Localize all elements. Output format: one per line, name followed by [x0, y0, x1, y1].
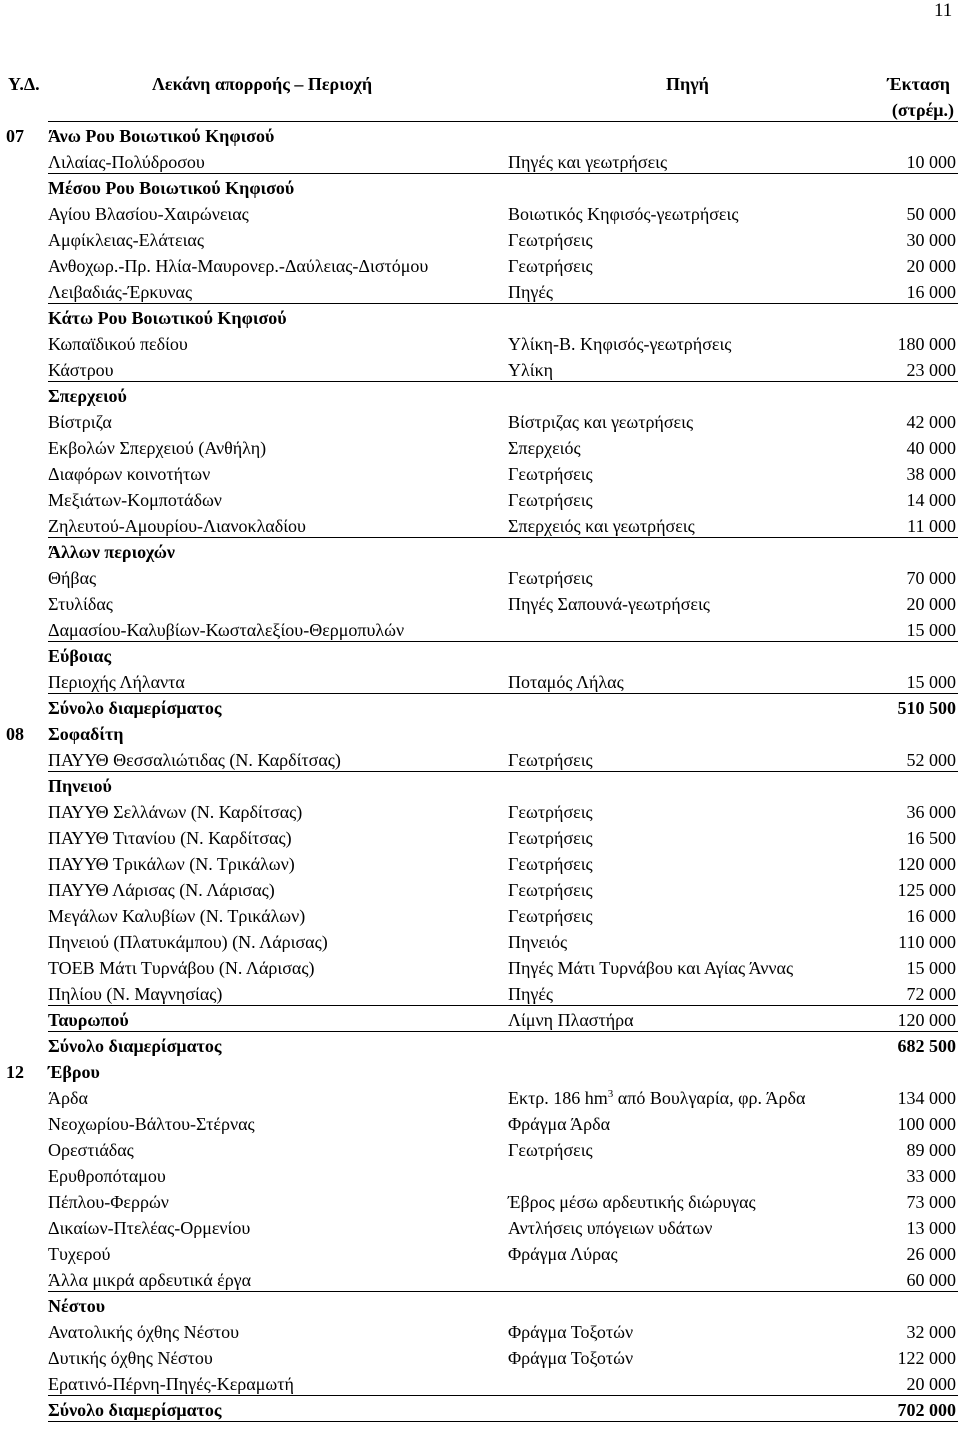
row-area: Βίστριζα: [48, 412, 112, 432]
header-source: Πηγή: [666, 74, 709, 94]
row-area: Θήβας: [48, 568, 97, 588]
table-row: [0, 929, 960, 955]
table-header: [0, 71, 960, 123]
row-area: Πέπλου-Φερρών: [48, 1192, 169, 1212]
row-area: Εκβολών Σπερχειού (Ανθήλη): [48, 438, 267, 458]
table-row: [0, 1163, 960, 1189]
row-source-superscript: 3: [607, 1088, 614, 1100]
row-source: Φράγμα Λύρας: [508, 1244, 618, 1264]
row-area: Άλλων περιοχών: [48, 542, 175, 562]
row-source: Λίμνη Πλαστήρα: [508, 1010, 634, 1030]
row-source: Πηγές: [508, 282, 554, 302]
header-extent-line2: (στρέμ.): [891, 100, 954, 120]
row-area: Περιοχής Λήλαντα: [48, 672, 185, 692]
row-extent: 70 000: [906, 568, 956, 588]
row-area: Λιλαίας-Πολύδροσου: [48, 152, 205, 172]
row-extent: 72 000: [906, 984, 956, 1004]
total-row: [0, 1033, 960, 1059]
row-area: Σύνολο διαμερίσματος: [48, 1400, 222, 1420]
row-extent: 26 000: [906, 1244, 956, 1264]
table-row: [0, 227, 960, 253]
row-source-main: Εκτρ. 186 hm: [508, 1088, 608, 1108]
section-row: [0, 1293, 960, 1319]
row-extent: 122 000: [897, 1348, 956, 1368]
row-area: ΠΑΥΥΘ Λάρισας (Ν. Λάρισας): [48, 880, 275, 900]
row-extent: 60 000: [906, 1270, 956, 1290]
row-extent: 125 000: [897, 880, 956, 900]
row-area: Δυτικής όχθης Νέστου: [48, 1348, 213, 1368]
table-row: [0, 799, 960, 825]
row-code: 08: [6, 724, 24, 744]
table-row: [0, 149, 960, 175]
table-row: [0, 435, 960, 461]
row-code: 07: [6, 126, 24, 146]
row-extent: 20 000: [906, 594, 956, 614]
row-extent: 110 000: [898, 932, 956, 952]
row-extent: 120 000: [897, 1010, 956, 1030]
row-source: Σπερχειός και γεωτρήσεις: [508, 516, 695, 536]
table-row: [0, 981, 960, 1007]
table-row: [0, 955, 960, 981]
row-area: Αμφίκλειας-Ελάτειας: [48, 230, 204, 250]
row-source-tail: από Βουλγαρία, φρ. Άρδα: [613, 1088, 806, 1108]
section-row: [0, 721, 960, 747]
table-row: [0, 1189, 960, 1215]
row-area: Κάστρου: [48, 360, 114, 380]
row-source: Γεωτρήσεις: [508, 906, 593, 926]
table-row: [0, 669, 960, 695]
row-source: Πηγές: [508, 984, 554, 1004]
row-area: Ερατινό-Πέρνη-Πηγές-Κεραμωτή: [48, 1374, 294, 1394]
row-source: Αντλήσεις υπόγειων υδάτων: [508, 1218, 713, 1238]
row-source: Γεωτρήσεις: [508, 854, 593, 874]
table-row: [0, 513, 960, 539]
row-area: Λειβαδιάς-Έρκυνας: [48, 282, 193, 302]
row-extent: 20 000: [906, 1374, 956, 1394]
row-extent: 50 000: [906, 204, 956, 224]
row-area: Εύβοιας: [48, 646, 112, 666]
total-row: [0, 1397, 960, 1423]
header-extent: [887, 71, 954, 123]
row-source: Γεωτρήσεις: [508, 464, 593, 484]
row-area: Νέστου: [48, 1296, 106, 1316]
row-extent: 52 000: [906, 750, 956, 770]
row-area: ΤΟΕΒ Μάτι Τυρνάβου (Ν. Λάρισας): [48, 958, 315, 978]
table-body: [0, 123, 960, 1423]
row-area: Σύνολο διαμερίσματος: [48, 1036, 222, 1056]
row-extent: 23 000: [906, 360, 956, 380]
row-extent: 10 000: [906, 152, 956, 172]
row-area: Δαμασίου-Καλυβίων-Κωσταλεξίου-Θερμοπυλών: [48, 620, 405, 640]
row-source: Γεωτρήσεις: [508, 256, 593, 276]
table-row: [0, 201, 960, 227]
row-source: Γεωτρήσεις: [508, 1140, 593, 1160]
row-area: Δικαίων-Πτελέας-Ορμενίου: [48, 1218, 251, 1238]
header-extent-line1: Έκταση: [887, 74, 950, 94]
row-extent: 40 000: [906, 438, 956, 458]
row-extent: 73 000: [906, 1192, 956, 1212]
row-area: Νεοχωρίου-Βάλτου-Στέρνας: [48, 1114, 255, 1134]
row-area: Διαφόρων κοινοτήτων: [48, 464, 211, 484]
table-row: [0, 409, 960, 435]
row-area: Πηνειού: [48, 776, 112, 796]
row-extent: 134 000: [897, 1088, 956, 1108]
row-extent: 11 000: [907, 516, 956, 536]
row-extent: 33 000: [906, 1166, 956, 1186]
row-extent: 13 000: [906, 1218, 956, 1238]
row-source: Πηγές Μάτι Τυρνάβου και Αγίας Άννας: [508, 958, 794, 978]
row-source: Ποταμός Λήλας: [508, 672, 624, 692]
row-extent: 89 000: [906, 1140, 956, 1160]
row-area: Πηνειού (Πλατυκάμπου) (Ν. Λάρισας): [48, 932, 328, 952]
row-extent: 15 000: [906, 958, 956, 978]
table-row: [0, 279, 960, 305]
row-area: Κάτω Ρου Βοιωτικού Κηφισού: [48, 308, 287, 328]
table-row: [0, 1241, 960, 1267]
row-area: Ταυρωπού: [48, 1010, 129, 1030]
row-source: Φράγμα Άρδα: [508, 1114, 611, 1134]
row-source: Υλίκη-Β. Κηφισός-γεωτρήσεις: [508, 334, 732, 354]
total-row: [0, 695, 960, 721]
row-extent: 16 000: [906, 906, 956, 926]
table-row: [0, 1215, 960, 1241]
row-area: Άλλα μικρά αρδευτικά έργα: [48, 1270, 252, 1290]
row-source: [508, 1085, 805, 1111]
row-source: Βίστριζας και γεωτρήσεις: [508, 412, 694, 432]
row-extent: 510 500: [897, 698, 956, 718]
row-source: Γεωτρήσεις: [508, 490, 593, 510]
row-area: Στυλίδας: [48, 594, 113, 614]
table-row: [0, 461, 960, 487]
table-row: [0, 617, 960, 643]
row-extent: 180 000: [897, 334, 956, 354]
row-extent: 38 000: [906, 464, 956, 484]
row-extent: 16 000: [906, 282, 956, 302]
row-source: Σπερχειός: [508, 438, 581, 458]
table-row: [0, 565, 960, 591]
irrigation-table: [0, 71, 960, 1423]
table-row: [0, 331, 960, 357]
row-area: ΠΑΥΥΘ Σελλάνων (Ν. Καρδίτσας): [48, 802, 303, 822]
row-area: Πηλίου (Ν. Μαγνησίας): [48, 984, 223, 1004]
row-source: Φράγμα Τοξοτών: [508, 1322, 634, 1342]
table-row: [0, 487, 960, 513]
row-area: Ερυθροπόταμου: [48, 1166, 166, 1186]
section-row: [0, 305, 960, 331]
row-area: Κωπαϊδικού πεδίου: [48, 334, 188, 354]
row-source: Έβρος μέσω αρδευτικής διώρυγας: [508, 1192, 756, 1212]
row-source: Υλίκη: [508, 360, 554, 380]
row-source: Πηγές και γεωτρήσεις: [508, 152, 668, 172]
row-source: Γεωτρήσεις: [508, 802, 593, 822]
row-extent: 32 000: [906, 1322, 956, 1342]
row-source: Φράγμα Τοξοτών: [508, 1348, 634, 1368]
header-area: Λεκάνη απορροής – Περιοχή: [152, 74, 373, 94]
table-row: [0, 253, 960, 279]
row-area: Σύνολο διαμερίσματος: [48, 698, 222, 718]
row-area: Άρδα: [48, 1088, 88, 1108]
row-extent: 682 500: [897, 1036, 956, 1056]
table-row: [0, 1137, 960, 1163]
row-area: Μεξιάτων-Κομποτάδων: [48, 490, 222, 510]
section-row: [0, 539, 960, 565]
row-extent: 100 000: [897, 1114, 956, 1134]
table-row: [0, 1345, 960, 1371]
header-code: Υ.Δ.: [8, 74, 40, 94]
table-row: [0, 903, 960, 929]
table-row: [0, 1085, 960, 1111]
row-extent: 20 000: [906, 256, 956, 276]
row-area: Σπερχειού: [48, 386, 127, 406]
row-area: Άνω Ρου Βοιωτικού Κηφισού: [48, 126, 275, 146]
row-source: Γεωτρήσεις: [508, 230, 593, 250]
row-extent: 36 000: [906, 802, 956, 822]
row-extent: 16 500: [906, 828, 956, 848]
row-source: Γεωτρήσεις: [508, 880, 593, 900]
row-area: Μεγάλων Καλυβίων (Ν. Τρικάλων): [48, 906, 306, 926]
page-number: 11: [934, 0, 953, 21]
row-area: Μέσου Ρου Βοιωτικού Κηφισού: [48, 178, 295, 198]
section-row: [0, 1007, 960, 1033]
section-row: [0, 383, 960, 409]
table-row: [0, 851, 960, 877]
row-extent: 15 000: [906, 672, 956, 692]
row-source: Βοιωτικός Κηφισός-γεωτρήσεις: [508, 204, 739, 224]
row-area: Ορεστιάδας: [48, 1140, 134, 1160]
row-source: Γεωτρήσεις: [508, 750, 593, 770]
row-area: ΠΑΥΥΘ Τιτανίου (Ν. Καρδίτσας): [48, 828, 292, 848]
section-row: [0, 643, 960, 669]
table-row: [0, 825, 960, 851]
row-area: Ανατολικής όχθης Νέστου: [48, 1322, 239, 1342]
table-row: [0, 357, 960, 383]
row-area: ΠΑΥΥΘ Θεσσαλιώτιδας (Ν. Καρδίτσας): [48, 750, 341, 770]
table-row: [0, 877, 960, 903]
row-area: Ανθοχωρ.-Πρ. Ηλία-Μαυρονερ.-Δαύλειας-Διστόμου: [48, 256, 429, 276]
table-row: [0, 1319, 960, 1345]
section-row: [0, 175, 960, 201]
section-row: [0, 123, 960, 149]
table-row: [0, 1111, 960, 1137]
table-row: [0, 591, 960, 617]
row-extent: 15 000: [906, 620, 956, 640]
row-area: Σοφαδίτη: [48, 724, 124, 744]
row-area: Ζηλευτού-Αμουρίου-Λιανοκλαδίου: [48, 516, 306, 536]
row-source: Πηνειός: [508, 932, 568, 952]
row-area: Έβρου: [48, 1062, 100, 1082]
row-extent: 14 000: [906, 490, 956, 510]
section-row: [0, 1059, 960, 1085]
row-source: Γεωτρήσεις: [508, 828, 593, 848]
row-extent: 42 000: [906, 412, 956, 432]
row-extent: 702 000: [897, 1400, 956, 1420]
table-row: [0, 1371, 960, 1397]
row-area: Τυχερού: [48, 1244, 111, 1264]
row-source: Γεωτρήσεις: [508, 568, 593, 588]
row-code: 12: [6, 1062, 24, 1082]
table-row: [0, 1267, 960, 1293]
row-area: Αγίου Βλασίου-Χαιρώνειας: [48, 204, 249, 224]
row-area: ΠΑΥΥΘ Τρικάλων (Ν. Τρικάλων): [48, 854, 295, 874]
section-row: [0, 773, 960, 799]
row-extent: 30 000: [906, 230, 956, 250]
table-row: [0, 747, 960, 773]
row-extent: 120 000: [897, 854, 956, 874]
row-source: Πηγές Σαπουνά-γεωτρήσεις: [508, 594, 710, 614]
